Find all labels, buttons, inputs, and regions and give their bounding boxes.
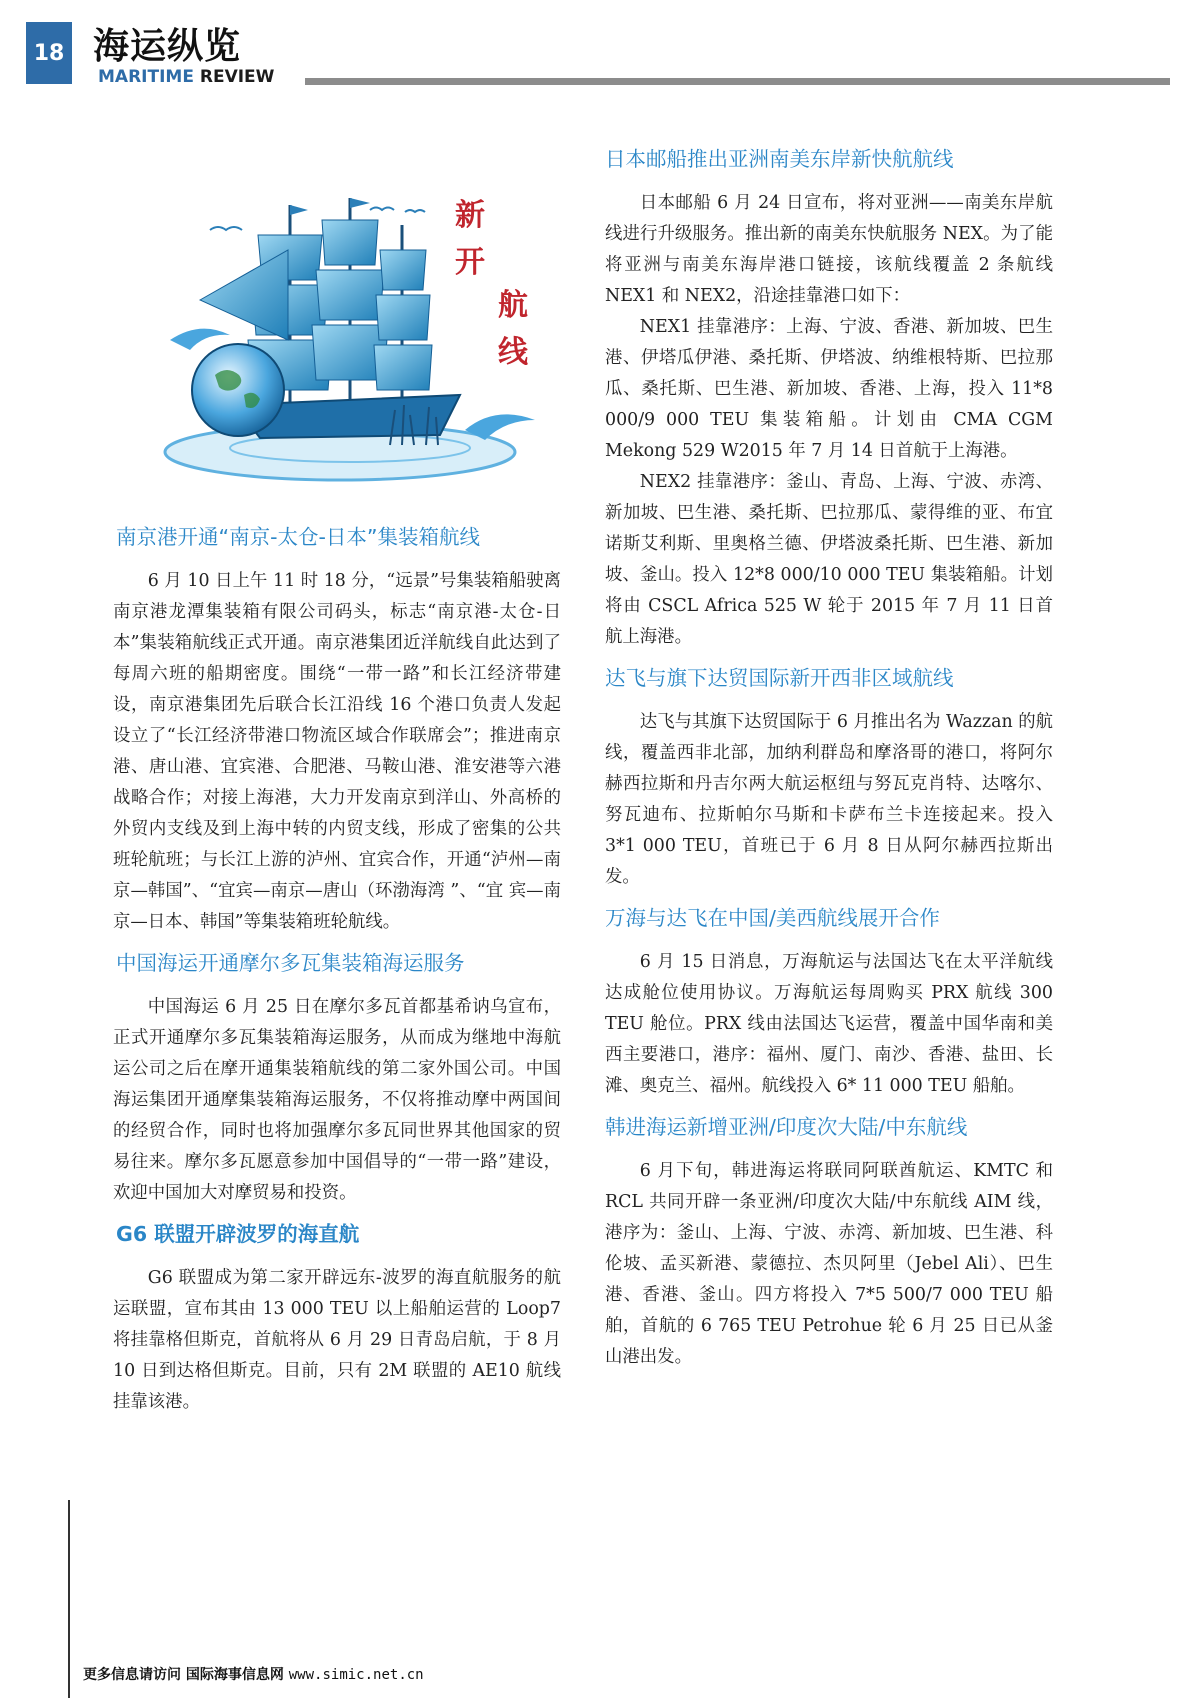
article-heading: 南京港开通“南京-太仓-日本”集装箱航线 xyxy=(116,525,481,549)
magazine-title: 海运纵览 xyxy=(93,26,242,67)
footer-text: 更多信息请访问 国际海事信息网 xyxy=(83,1667,289,1683)
article-paragraph: 6 月 10 日上午 11 时 18 分，“远景”号集装箱船驶离南京港龙潭集装箱有限公司码头，标志“南京港-太仓-日本”集装箱航线正式开通。南京港集团近洋航线自此达到了每周六班的船期密度。围绕“一带一路”和长江经济带建设，南京港集团先后联合长江沿线 16 个港口负责人发起设立了“长江经济带港口物流区域合作联席会”；推进南京港、唐山港、宜宾港、合肥港、马鞍山港、淮安港等六港战略合作；对接上海港，大力开发南京到洋山、外高桥的外贸内支线及到上海中转的内贸支线，形成了密集的公共班轮航班；与长江上游的泸州、宜宾合作，开通“泸州—南京—韩国”、“宜宾—南京—唐山（环渤海湾 ”、“宜 宾—南京—日本、韩国”等集装箱班轮航线。 xyxy=(113,571,561,932)
article-paragraph: NEX2 挂靠港序：釜山、青岛、上海、宁波、赤湾、新加坡、巴生港、桑托斯、巴拉那瓜、蒙得维的亚、布宜诺斯艾利斯、里奥格兰德、伊塔波桑托斯、巴生港、新加坡、釜山。投入 12*8 000/10 000 TEU 集装箱船。计划将由 CSCL Africa 525 W 轮于 2015 年 7 月 11 日首航上海港。 xyxy=(605,472,1053,647)
illustration-label-char: 开 xyxy=(455,245,485,280)
article-nyk-nex xyxy=(605,144,1053,653)
article-wanhai-cma xyxy=(605,903,1053,1102)
article-paragraph: 中国海运 6 月 25 日在摩尔多瓦首都基希讷乌宣布，正式开通摩尔多瓦集装箱海运服务，从而成为继地中海航运公司之后在摩开通集装箱航线的第二家外国公司。中国海运集团开通摩集装箱海运服务，不仅将推动摩中两国间的经贸合作，同时也将加强摩尔多瓦同世界其他国家的贸易往来。摩尔多瓦愿意参加中国倡导的“一带一路”建设，欢迎中国加大对摩贸易和投资。 xyxy=(113,997,561,1203)
footer xyxy=(83,1664,424,1684)
article-paragraph: G6 联盟成为第二家开辟远东-波罗的海直航服务的航运联盟，宣布其由 13 000 TEU 以上船舶运营的 Loop7 将挂靠格但斯克，首航将从 6 月 29 日青岛启航，于 8 月 10 日到达格但斯克。目前，只有 2M 联盟的 AE10 航线挂靠该港。 xyxy=(113,1268,561,1412)
left-column xyxy=(113,522,561,1428)
subtitle-review: REVIEW xyxy=(199,67,275,87)
article-paragraph: 6 月 15 日消息，万海航运与法国达飞在太平洋航线达成舱位使用协议。万海航运每周购买 PRX 航线 300 TEU 舱位。PRX 线由法国达飞运营，覆盖中国华南和美西主要港口，港序：福州、厦门、南沙、香港、盐田、长滩、奥克兰、福州。航线投入 6* 11 000 TEU 船舶。 xyxy=(605,952,1053,1096)
footer-url-link[interactable]: www.simic.net.cn xyxy=(288,1667,424,1683)
illustration-label-char: 线 xyxy=(498,335,528,370)
left-margin-rule xyxy=(68,1500,70,1698)
article-nanjing xyxy=(113,522,561,938)
article-paragraph: 达飞与其旗下达贸国际于 6 月推出名为 Wazzan 的航线，覆盖西非北部，加纳利群岛和摩洛哥的港口，将阿尔赫西拉斯和丹吉尔两大航运枢纽与努瓦克肖特、达喀尔、努瓦迪布、拉斯帕尔马斯和卡萨布兰卡连接起来。投入 3*1 000 TEU，首班已于 6 月 8 日从阿尔赫西拉斯出发。 xyxy=(605,712,1053,887)
page-number: 18 xyxy=(26,22,72,84)
article-heading: 达飞与旗下达贸国际新开西非区域航线 xyxy=(605,666,954,690)
article-heading: 日本邮船推出亚洲南美东岸新快航航线 xyxy=(605,147,954,171)
article-heading: G6 联盟开辟波罗的海直航 xyxy=(116,1222,360,1246)
article-heading: 中国海运开通摩尔多瓦集装箱海运服务 xyxy=(116,951,465,975)
article-paragraph: 6 月下旬，韩进海运将联同阿联酋航运、KMTC 和 RCL 共同开辟一条亚洲/印度次大陆/中东航线 AIM 线，港序为：釜山、上海、宁波、赤湾、新加坡、巴生港、科伦坡、孟买新港、蒙德拉、杰贝阿里（Jebel Ali）、巴生港、香港、釜山。四方将投入 7*5 500/7 000 TEU 船舶，首航的 6 765 TEU Petrohue 轮 6 月 25 日已从釜山港出发。 xyxy=(605,1161,1053,1367)
article-paragraph: NEX1 挂靠港序：上海、宁波、香港、新加坡、巴生港、伊塔瓜伊港、桑托斯、伊塔波、纳维根特斯、巴拉那瓜、桑托斯、巴生港、新加坡、香港、上海，投入 11*8 000/9 000 TEU 集装箱船。计划由 CMA CGM Mekong 529 W2015 年 7 月 14 日首航于上海港。 xyxy=(605,317,1053,461)
article-china-shipping-moldova xyxy=(113,948,561,1209)
illustration-label-char: 航 xyxy=(498,288,528,323)
article-cma-west-africa xyxy=(605,663,1053,893)
article-heading: 韩进海运新增亚洲/印度次大陆/中东航线 xyxy=(605,1115,968,1139)
subtitle-maritime: MARITIME xyxy=(98,67,200,87)
article-paragraph: 日本邮船 6 月 24 日宣布，将对亚洲——南美东岸航线进行升级服务。推出新的南美东快航服务 NEX。为了能将亚洲与南美东海岸港口链接，该航线覆盖 2 条航线 NEX1 和 NEX2，沿途挂靠港口如下： xyxy=(605,193,1053,306)
article-heading: 万海与达飞在中国/美西航线展开合作 xyxy=(605,906,940,930)
right-column xyxy=(605,144,1053,1383)
article-g6-baltic xyxy=(113,1219,561,1418)
illustration-label-char: 新 xyxy=(455,198,485,233)
sailing-ship-illustration xyxy=(140,190,580,490)
header-rule xyxy=(305,78,1170,85)
article-hanjin-aim xyxy=(605,1112,1053,1373)
magazine-subtitle xyxy=(98,67,274,87)
